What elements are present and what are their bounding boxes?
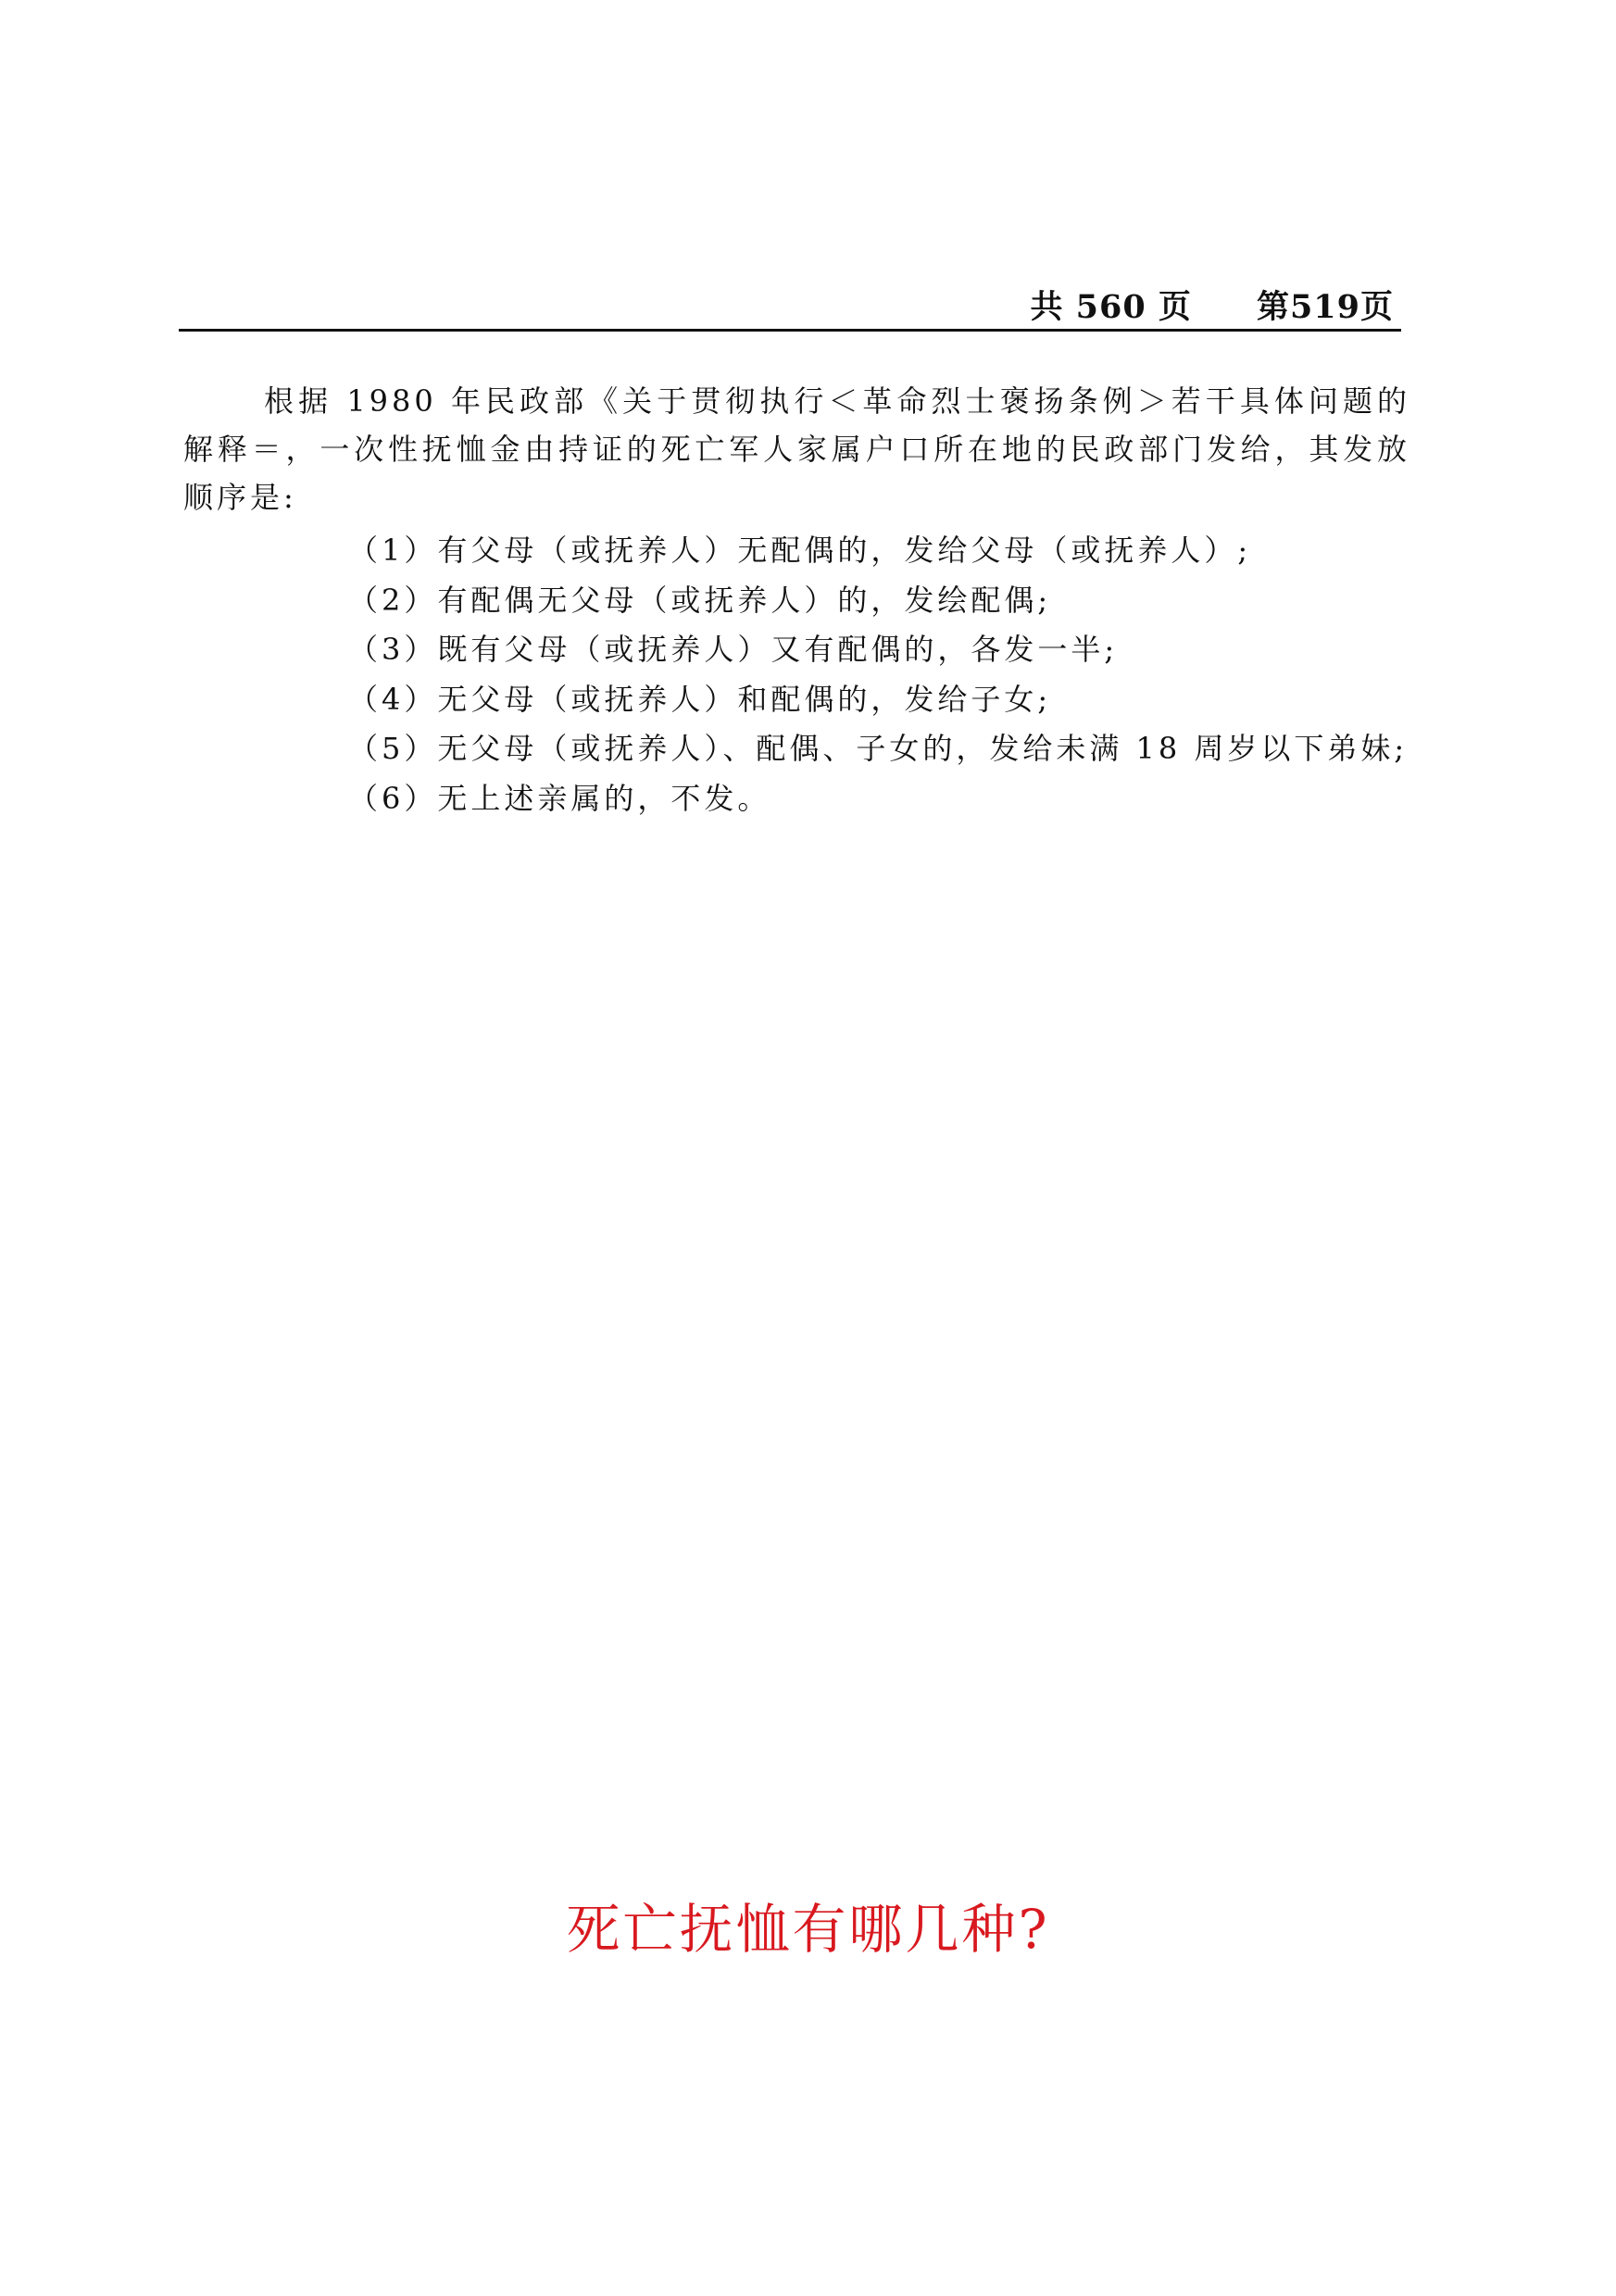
- list-item: （6）无上述亲属的，不发。: [348, 780, 771, 816]
- list-item: （3）既有父母（或抚养人）又有配偶的，各发一半;: [348, 632, 1119, 667]
- page-counter: [1031, 282, 1395, 328]
- intro-paragraph: [183, 377, 1410, 521]
- total-pages: 共 560 页: [1030, 288, 1192, 326]
- current-page: 第519页: [1256, 288, 1394, 326]
- list-item: （2）有配偶无父母（或抚养人）的，发绘配偶;: [348, 582, 1052, 618]
- list-item: （1）有父母（或抚养人）无配偶的，发给父母（或抚养人）;: [348, 533, 1252, 568]
- list-item: （5）无父母（或抚养人）、配偶、子女的，发给未满 18 周岁以下弟妹;: [348, 731, 1409, 766]
- section-question-heading: 死亡抚恤有哪几种?: [566, 1898, 1050, 1961]
- intro-paragraph-text: 根据 1980 年民政部《关于贯彻执行＜革命烈士褒扬条例＞若干具体问题的解释＝，一次性抚恤金由持证的死亡军人家属户口所在地的民政部门发给，其发放顺序是:: [183, 383, 1410, 515]
- page-header: [179, 278, 1401, 332]
- distribution-order-list: [348, 526, 1408, 823]
- list-item: （4）无父母（或抚养人）和配偶的，发给子女;: [348, 681, 1052, 717]
